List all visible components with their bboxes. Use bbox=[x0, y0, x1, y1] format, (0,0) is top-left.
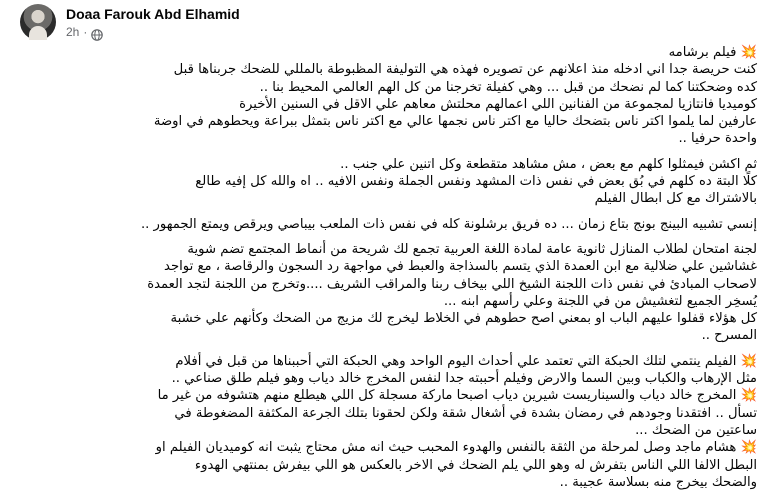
post-text-line: والضحك بيخرج منه بسلاسة عجيبة .. bbox=[559, 474, 757, 490]
author-name[interactable]: Doaa Farouk Abd Elhamid bbox=[66, 6, 240, 22]
post-text-line: 💥 الفيلم ينتمي لتلك الحبكة التي تعتمد علي أحداث اليوم الواحد وهي الحبكة التي أحببناها من قبل في أفلام bbox=[175, 353, 757, 369]
post-text-line: تسأل .. افتقدنا وجودهم في رمضان بشدة في أشغال شقة ولكن لحقونا بتلك الجرعة المكثفة المضغوطة في bbox=[174, 405, 757, 421]
post-time[interactable]: 2h bbox=[66, 25, 80, 39]
avatar[interactable] bbox=[20, 4, 56, 40]
globe-icon[interactable] bbox=[91, 26, 103, 38]
post-text-line: كوميديا فانتازيا لمجموعة من الفنانين اللي اعمالهم محلتش معاهم علي الاقل في السنين الأخيرة bbox=[239, 96, 757, 112]
post-text-line: إنسي تشبيه البينج بونج بتاع زمان ... ده فريق برشلونة كله في نفس ذات الملعب بيباصي ويرقص ويمتع الجمهور .. bbox=[140, 216, 757, 232]
post-meta bbox=[66, 25, 103, 39]
post-text-line: لجنة امتحان لطلاب المنازل ثانوية عامة لمادة اللغة العربية تجمع لك شريحة من أنماط المجتمع تضم شوية bbox=[187, 241, 757, 257]
post-text-line: عارفين لما يلموا اكتر ناس بتضحك حاليا مع اكتر ناس نجمها عالي مع اكتر ناس بتمثل ببراعة ويحطوهم في اوضة bbox=[153, 114, 757, 130]
post-text-line: واحدة حرفيا .. bbox=[678, 131, 757, 147]
post-text-line: ساعتين من الضحك ... bbox=[635, 422, 757, 438]
post-text-line: ثم اكشن فيمثلوا كلهم مع بعض ، مش مشاهد متقطعة وكل اتنين علي جنب .. bbox=[340, 156, 757, 172]
post-text-line: لاصحاب المبادئ في نفس ذات اللجنة الشيخ اللي بيخاف ربنا والمراقب الشريف ....وتخرج من اللجنة لتجد العمدة bbox=[147, 276, 757, 292]
post-text-line: المسرح .. bbox=[701, 328, 757, 344]
post-text-line: كلًا البتة ده كلهم في بُق بعض في نفس ذات المشهد ونفس الجملة ونفس الافيه .. اه والله كل إفيه طالع bbox=[195, 174, 757, 190]
post-text-line: بالاشتراك مع كل ابطال الفيلم bbox=[594, 191, 757, 207]
post-text-line: يُسخِر الجميع لتغشيش من في اللجنة وعلي رأسهم ابنه ... bbox=[443, 293, 757, 309]
post-header bbox=[0, 0, 779, 44]
post-text-line: كده وضحكتنا كما لم نضحك من قبل ... وهي كفيلة تخرجنا من كل الهم العالمي المحيط بنا .. bbox=[259, 79, 757, 95]
post-text-line: كنت حريصة جدا اني ادخله منذ اعلانهم عن تصويره فهذه هي التوليفة المظبوطة بالمللي للضحك جربناها قبل bbox=[173, 62, 757, 78]
post-text-line: 💥 هشام ماجد وصل لمرحلة من الثقة بالنفس والهدوء المحبب حيث انه مش محتاج يثبت انه كوميديان الفيلم او bbox=[155, 440, 757, 456]
post-text-line: البطل الالفا اللي الناس بتفرش له وهو اللي يلم الضحك في الاخر بالعكس هو اللي بيفرش بمنتهي الهدوء bbox=[194, 457, 757, 473]
post-text-line: 💥 المخرج خالد دياب والسيناريست شيرين دياب اصبحا ماركة مسجلة كل اللي هيطلع منهم هتشوفه من غير ما bbox=[157, 388, 757, 404]
post-body bbox=[22, 44, 757, 490]
post-text-line: غشاشين علي ضلالية مع ابن العمدة الذي يتسم بالسذاجة والعبط في مواجهة رد السجون والرقاصة ، مع تواجد bbox=[164, 259, 757, 275]
post-text-line: كل هؤلاء قفلوا عليهم الباب او بمعني اصح حطوهم في الخلاط ليخرج لك مزيج من الضحك وكأنهم علي خشبة bbox=[170, 311, 757, 327]
post-text-line: 💥 فيلم برشامه bbox=[668, 45, 757, 60]
post-text-line: مثل الإرهاب والكباب وبين السما والارض وفيلم أحببته جدا لنفس المخرج خالد دياب وهو فيلم طلق صناعي .. bbox=[171, 371, 757, 387]
meta-separator: · bbox=[83, 25, 88, 39]
